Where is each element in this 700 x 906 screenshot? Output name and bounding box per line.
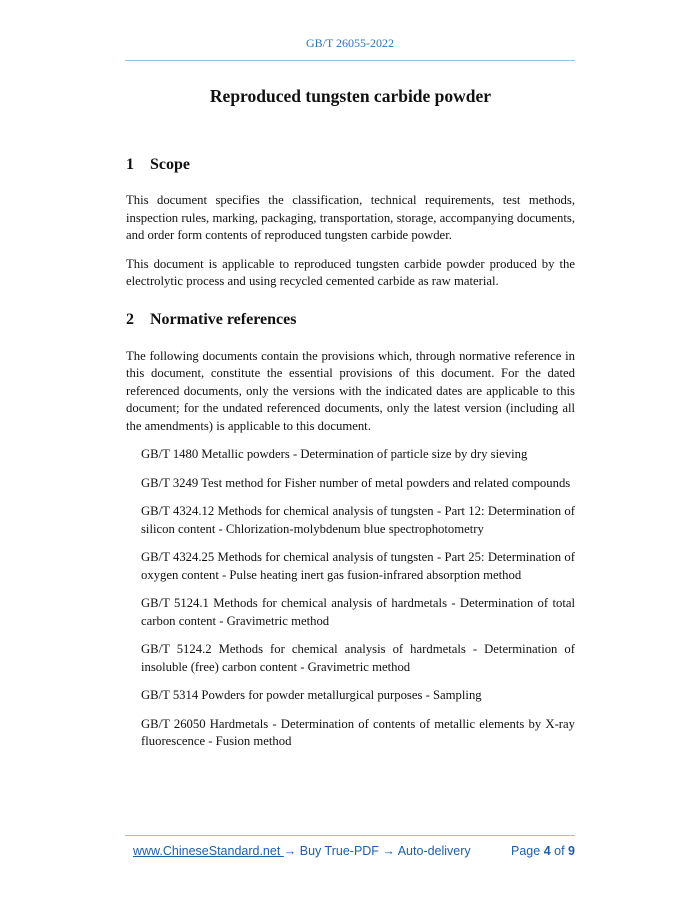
footer-promo: [133, 844, 471, 858]
document-title: Reproduced tungsten carbide powder: [209, 86, 492, 106]
page-label: Page: [511, 844, 541, 858]
page-indicator: [511, 844, 575, 858]
page-current: 4: [543, 844, 551, 858]
section-title: Scope: [150, 156, 190, 173]
reference-item: GB/T 4324.25 Methods for chemical analysis of tungsten - Part 25: Determination of oxygen content - Pulse heating inert gas fusion-infrared absorption method: [141, 550, 575, 582]
page-footer: [133, 844, 575, 858]
footer-divider: [125, 835, 575, 836]
section-number: 1: [126, 156, 134, 173]
page-total: 9: [568, 844, 575, 858]
footer-promo-text: → Buy True-PDF → Auto-delivery: [283, 844, 471, 858]
section-number: 2: [126, 310, 134, 328]
section-title: Normative references: [150, 310, 297, 328]
document-body: [126, 86, 575, 751]
reference-item: GB/T 3249 Test method for Fisher number of metal powders and related compounds: [141, 475, 571, 490]
reference-item: GB/T 5124.1 Methods for chemical analysis of hardmetals - Determination of total carbon content - Gravimetric method: [141, 596, 575, 628]
section-heading-normative-references: [126, 311, 575, 329]
normative-references-paragraph: The following documents contain the provisions which, through normative reference in this document, constitute the essential provisions of this document. For the dated referenced documents, only the versions with the indicated dates are applicable to this document; for the undated referenced documents, only the latest version (including all the amendments) is applicable to this document.: [126, 348, 575, 433]
reference-item: GB/T 4324.12 Methods for chemical analysis of tungsten - Part 12: Determination of silicon content - Chlorization-molybdenum blue spectrophotometry: [141, 504, 575, 536]
standard-code-header: GB/T 26055-2022: [305, 36, 395, 50]
reference-item: GB/T 5124.2 Methods for chemical analysis of hardmetals - Determination of insoluble (free) carbon content - Gravimetric method: [141, 642, 575, 674]
reference-item: GB/T 26050 Hardmetals - Determination of contents of metallic elements by X-ray fluorescence - Fusion method: [141, 716, 575, 748]
reference-item: GB/T 5314 Powders for powder metallurgical purposes - Sampling: [141, 688, 482, 702]
chinesestandard-link[interactable]: www.ChineseStandard.net: [133, 844, 284, 858]
scope-paragraph: This document specifies the classification, technical requirements, test methods, inspection rules, marking, packaging, transportation, storage, accompanying documents, and order form contents of reproduced tungsten carbide powder.: [126, 193, 575, 242]
header-divider: [125, 60, 575, 61]
reference-item: GB/T 1480 Metallic powders - Determination of particle size by dry sieving: [141, 447, 528, 461]
scope-paragraph: This document is applicable to reproduced tungsten carbide powder produced by the electrolytic process and using recycled cemented carbide as raw material.: [126, 256, 575, 288]
page-of-label: of: [554, 844, 565, 858]
section-heading-scope: [126, 156, 575, 174]
